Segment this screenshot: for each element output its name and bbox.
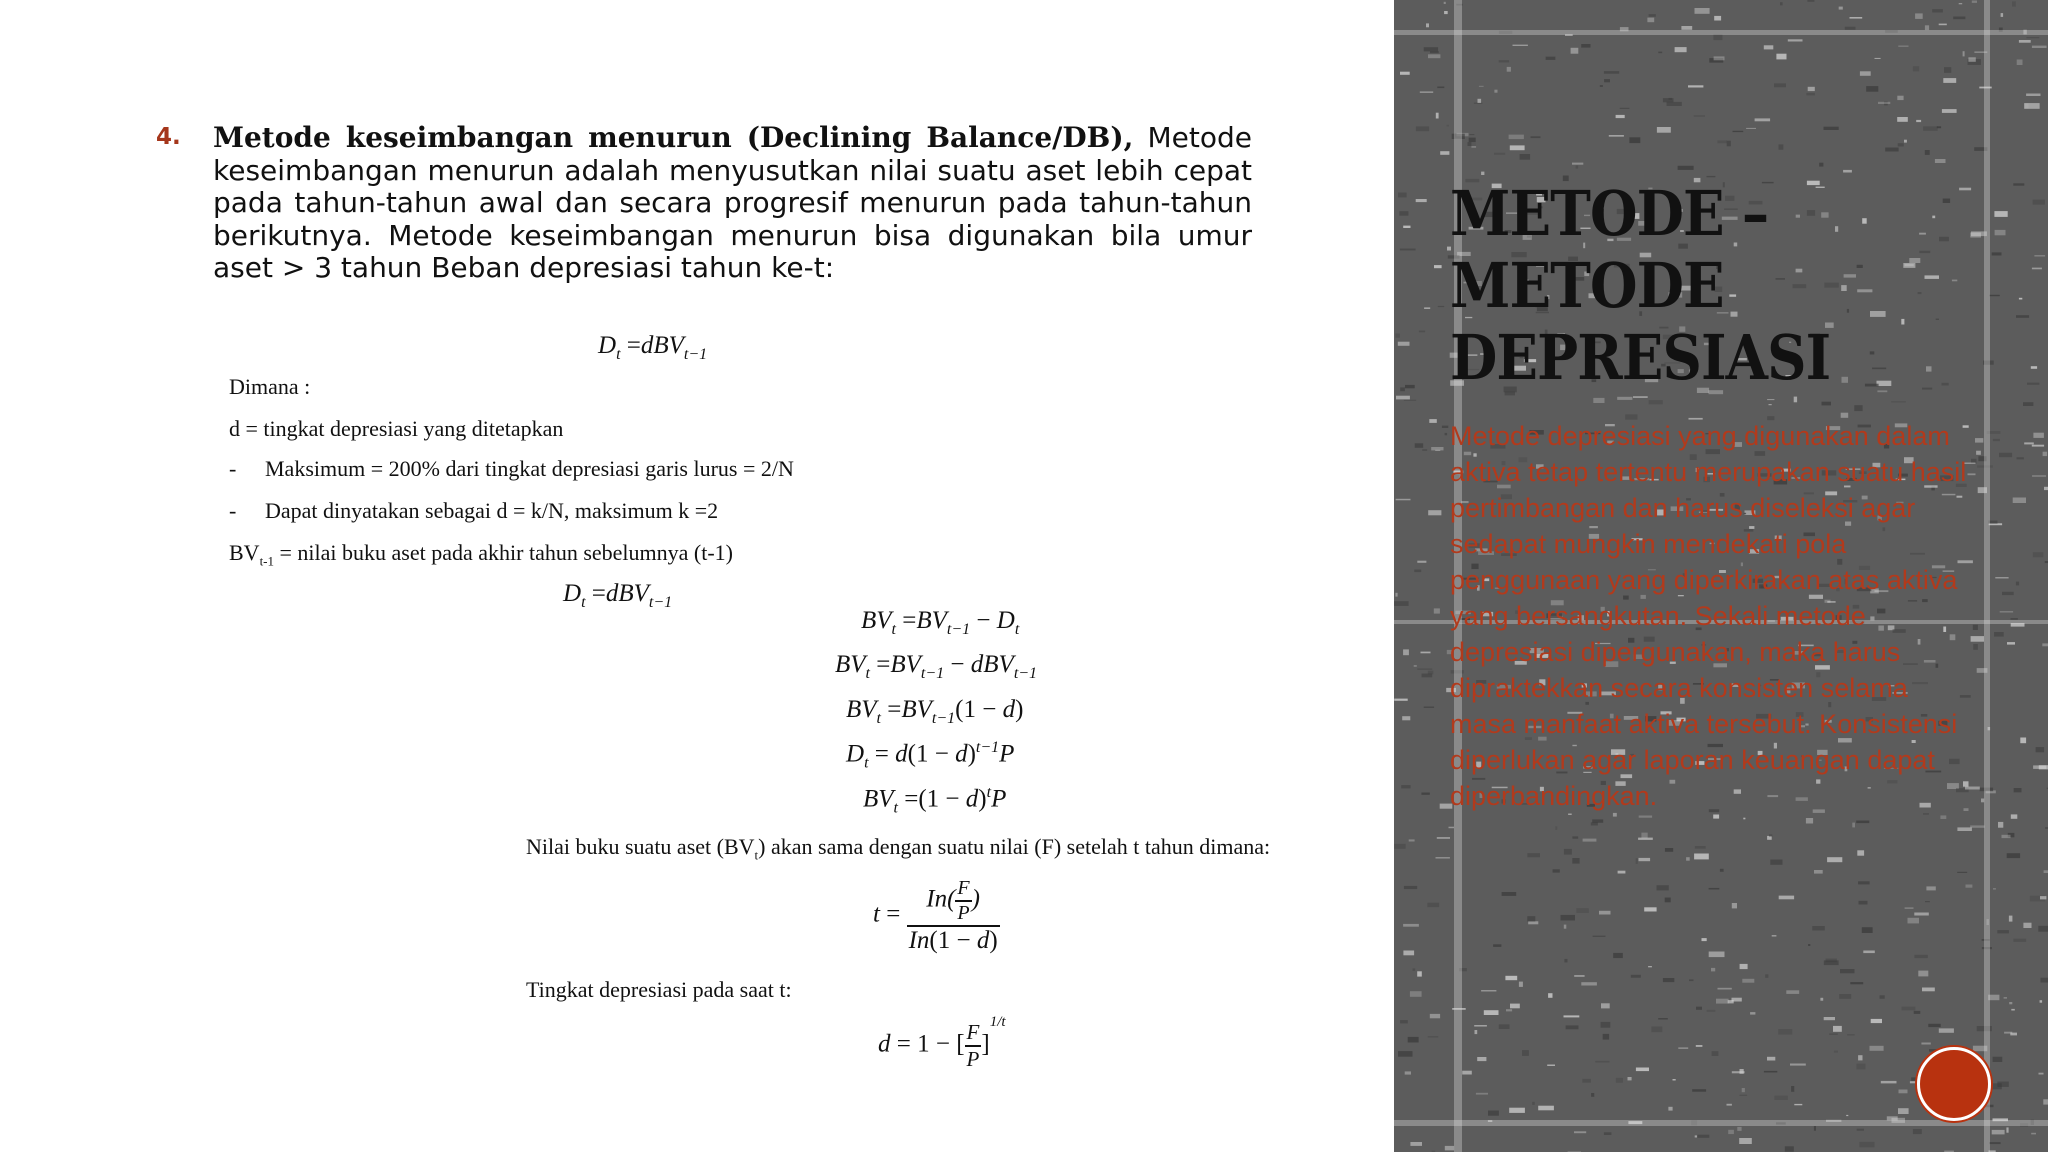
paragraph-text: Metode keseimbangan menurun adalah menyusutkan nilai suatu aset lebih cepat pada tahun-tahun awal dan secara progresif menurun pada tahun-tahun berikutnya. Metode keseimbangan menurun bisa digunakan bila umur aset > 3 tahun Beban depresiasi tahun ke-t: [213, 121, 1252, 284]
next-slide-button[interactable] [1917, 1047, 1991, 1121]
bold-heading: Metode keseimbangan menurun (Declining Balance/DB), [213, 121, 1134, 154]
definition-bv: $BV_{t-1}$ = nilai buku aset pada akhir tahun sebelumnya (t-1) [229, 540, 734, 569]
slide-title: METODE – METODE DEPRESIASI [1450, 177, 1831, 394]
formula-bvt-3: $BV_t =BV_{t-1}(1 - d)$ [846, 696, 1024, 727]
formula-bvt-4: $BV_t =(1 - d)^tP$ [863, 784, 1007, 817]
bullet-dash-1: - [229, 456, 237, 481]
bullet-dinyatakan: Dapat dinyatakan sebagai d = k/N, maksimum k =2 [265, 498, 719, 523]
definition-d: d = tingkat depresiasi yang ditetapkan [229, 416, 564, 441]
bullet-maksimum: Maksimum = 200% dari tingkat depresiasi garis lurus = 2/N [265, 456, 794, 481]
list-number: 4. [156, 124, 181, 150]
bullet-dash-2: - [229, 498, 237, 523]
formula-dt-3: $D_t = d(1 - d)^{t-1}P$ [846, 739, 1015, 772]
formula-dt-2: $D_t =dBV_{t-1}$ [563, 580, 673, 611]
list-paragraph [213, 122, 1252, 285]
list-item-4 [156, 122, 1252, 285]
slide-body-text: Metode depresiasi yang digunakan dalam aktiva tetap tertentu merupakan suatu hasil pertimbangan dan harus diseleksi agar sedapat mungkin mendekati pola penggunaan yang diperkirakan atas aktiva yang bersangkutan. Sekali metode depresiasi dipergunakan, maka harus dipraktekkan secara konsisten selama masa manfaat aktiva tersebut. Konsistensi diperlukan agar laporan keuangan dapat diperbandingkan. [1450, 421, 1967, 811]
formula-bvt-2: $BV_t =BV_{t-1} - dBV_{t-1}$ [835, 651, 1038, 682]
tingkat-text: Tingkat depresiasi pada saat t: [526, 977, 792, 1002]
formula-dt-1: $D_t =dBV_{t-1}$ [598, 332, 708, 363]
formula-bvt-1: $BV_t =BV_{t-1} - D_t$ [861, 607, 1020, 638]
formula-t: t = In( $\frac{F}{P}$ ) In(1 − d) [873, 877, 998, 954]
dimana-label: Dimana : [229, 374, 311, 399]
nilai-buku-text: Nilai buku suatu aset $(BV_t)$ akan sama dengan suatu nilai (F) setelah t tahun dimana: [526, 834, 1271, 863]
formula-d: d = 1 − [ $\frac{F}{P}$ ]$^{1/t}$ [878, 1014, 1006, 1071]
